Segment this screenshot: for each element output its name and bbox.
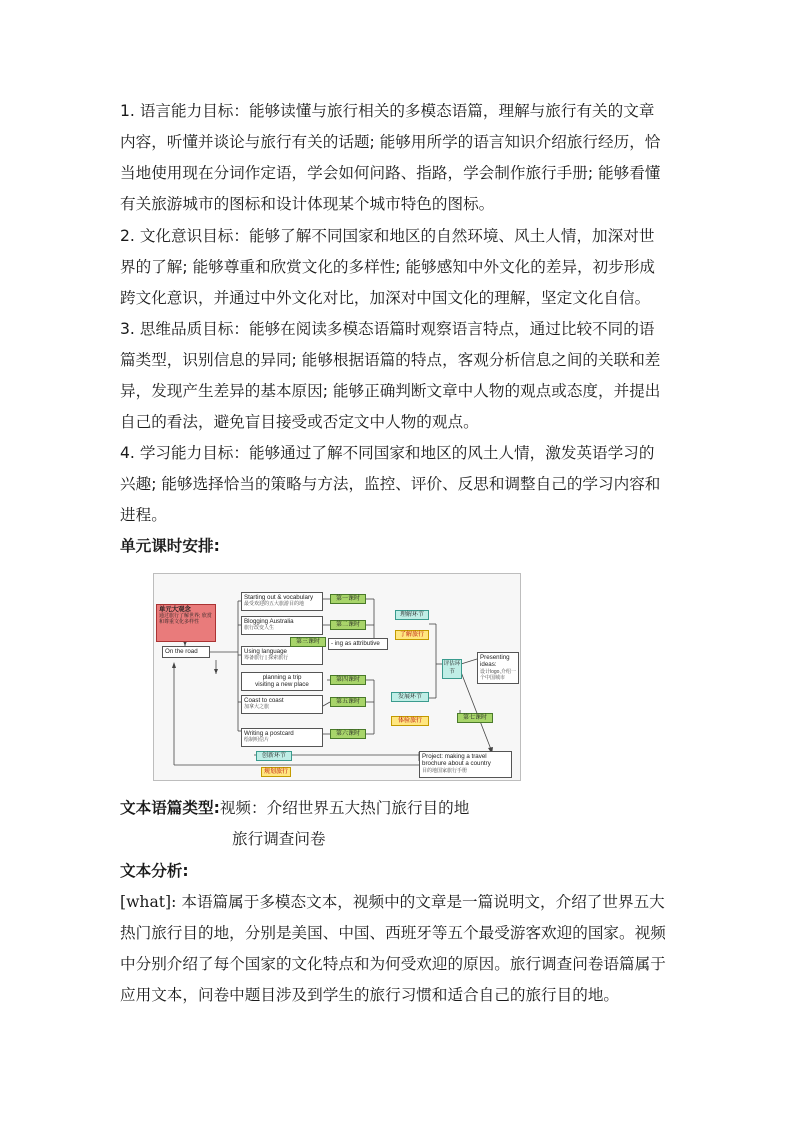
big-idea-title: 单元大观念 (159, 606, 191, 613)
lesson-sub: visiting a new place (255, 681, 309, 689)
stage-understand-tag: 理解环节 (395, 610, 429, 620)
lesson-sub: 筹备旅行 | 探索旅行 (244, 655, 289, 662)
goal-line: 1. 语言能力目标：能够读懂与旅行相关的多模态语篇，理解与旅行有关的文章 (120, 102, 655, 120)
goal-language (120, 96, 676, 220)
stage-develop-goal-tag: 体验旅行 (391, 716, 429, 726)
lesson-sub: 最受欢迎的五大旅游目的地 (244, 601, 305, 608)
goal-culture (120, 221, 676, 314)
goal-line: 自己的看法，避免盲目接受或否定文中人物的观点。 (120, 413, 479, 431)
period-tag: 第二课时 (330, 620, 366, 630)
analysis-body (120, 887, 676, 1011)
on-the-road-box (162, 646, 210, 658)
presenting-sub: 设计logo,介绍一个中国城市 (480, 668, 516, 681)
lesson-box (241, 695, 323, 714)
lesson-box (241, 728, 323, 747)
lesson-title: Blogging Australia (244, 618, 294, 625)
analysis-heading-text: 文本分析: (120, 862, 189, 880)
project-title: Project: making a travel brochure about a country (422, 753, 491, 768)
lesson-title: planning a trip (262, 674, 302, 681)
goal-learning (120, 438, 676, 531)
analysis-line: 中分别介绍了每个国家的文化特点和为何受欢迎的原因。旅行调查问卷语篇属于 (120, 955, 666, 973)
period-tag: 第七课时 (457, 713, 493, 723)
text-type-section (120, 793, 676, 855)
period-tag: 第六课时 (330, 729, 366, 739)
goal-line: 3. 思维品质目标：能够在阅读多模态语篇时观察语言特点，通过比较不同的语 (120, 320, 655, 338)
period-tag: 第五课时 (330, 697, 366, 707)
period-tag: 第三课时 (290, 637, 326, 647)
analysis-line: 本语篇属于多模态文本，视频中的文章是一篇说明文，介绍了世界五大 (181, 893, 665, 911)
presenting-box (477, 652, 519, 684)
lesson-box (241, 616, 323, 635)
goal-line: 进程。 (120, 506, 167, 524)
lesson-title: Using language (244, 648, 288, 655)
goal-line: 篇类型，识别信息的异同; 能够根据语篇的特点，客观分析信息之间的关联和差 (120, 351, 661, 369)
analysis-line: 热门旅行目的地，分别是美国、中国、西班牙等五个最受游客欢迎的国家。视频 (120, 924, 666, 942)
goal-line: 内容，听懂并谈论与旅行有关的话题; 能够用所学的语言知识介绍旅行经历，恰 (120, 133, 661, 151)
goal-thinking (120, 314, 676, 438)
analysis-line: 应用文本，问卷中题目涉及到学生的旅行习惯和适合自己的旅行目的地。 (120, 986, 620, 1004)
period-tag: 第四课时 (330, 675, 366, 685)
stage-create-tag: 创新环节 (256, 751, 292, 761)
goal-line: 有关旅游城市的图标和设计体现某个城市特色的图标。 (120, 195, 495, 213)
presenting-title: Presenting ideas: (480, 654, 510, 669)
big-idea-text: 通过旅行了解世界; 欣赏和尊重文化多样性 (159, 613, 212, 626)
lesson-box (241, 592, 323, 611)
schedule-heading (120, 531, 676, 562)
stage-understand-goal-tag: 了解旅行 (395, 630, 429, 640)
lesson-sub: 加拿大之旅 (244, 704, 270, 711)
stage-evaluate-tag: 评估环节 (442, 659, 462, 679)
analysis-prefix: [what]: (120, 893, 177, 911)
goal-line: 2. 文化意识目标：能够了解不同国家和地区的自然环境、风土人情，加深对世 (120, 227, 655, 245)
goal-line: 4. 学习能力目标：能够通过了解不同国家和地区的风土人情，激发英语学习的 (120, 444, 655, 462)
goal-line: 异，发现产生差异的基本原因; 能够正确判断文章中人物的观点或态度，并提出 (120, 382, 661, 400)
goal-line: 跨文化意识，并通过中外文化对比，加深对中国文化的理解，坚定文化自信。 (120, 289, 651, 307)
lesson-title: Writing a postcard (244, 730, 294, 737)
stage-create-goal-tag: 规划旅行 (261, 767, 291, 777)
stage-develop-tag: 发展环节 (391, 692, 429, 702)
text-type-item: 旅行调查问卷 (232, 830, 326, 848)
lesson-title: Starting out & vocabulary (244, 594, 314, 601)
text-type-item: 视频：介绍世界五大热门旅行目的地 (219, 799, 470, 817)
on-the-road-label: On the road (165, 648, 198, 655)
schedule-heading-text: 单元课时安排: (120, 537, 220, 555)
grammar-box (328, 638, 388, 650)
period-tag: 第一课时 (330, 594, 366, 604)
unit-schedule-diagram (153, 573, 521, 781)
lesson-sub: 旅行改变人生 (244, 625, 275, 632)
text-type-label: 文本语篇类型: (120, 799, 220, 817)
project-box (419, 751, 512, 778)
big-idea-box (156, 604, 216, 642)
goal-line: 当地使用现在分词作定语，学会如何问路、指路，学会制作旅行手册; 能够看懂 (120, 164, 661, 182)
project-sub: 目的地国家旅行手册 (422, 767, 468, 774)
grammar-label: - ing as attributive (331, 640, 380, 647)
goal-line: 兴趣; 能够选择恰当的策略与方法，监控、评价、反思和调整自己的学习内容和 (120, 475, 661, 493)
lesson-title: Coast to coast (244, 697, 284, 704)
analysis-heading (120, 856, 676, 887)
lesson-box (241, 646, 323, 665)
lesson-sub: 绘制明信片 (244, 737, 270, 744)
goal-line: 界的了解; 能够尊重和欣赏文化的多样性; 能够感知中外文化的差异，初步形成 (120, 258, 656, 276)
lesson-box (241, 672, 323, 691)
